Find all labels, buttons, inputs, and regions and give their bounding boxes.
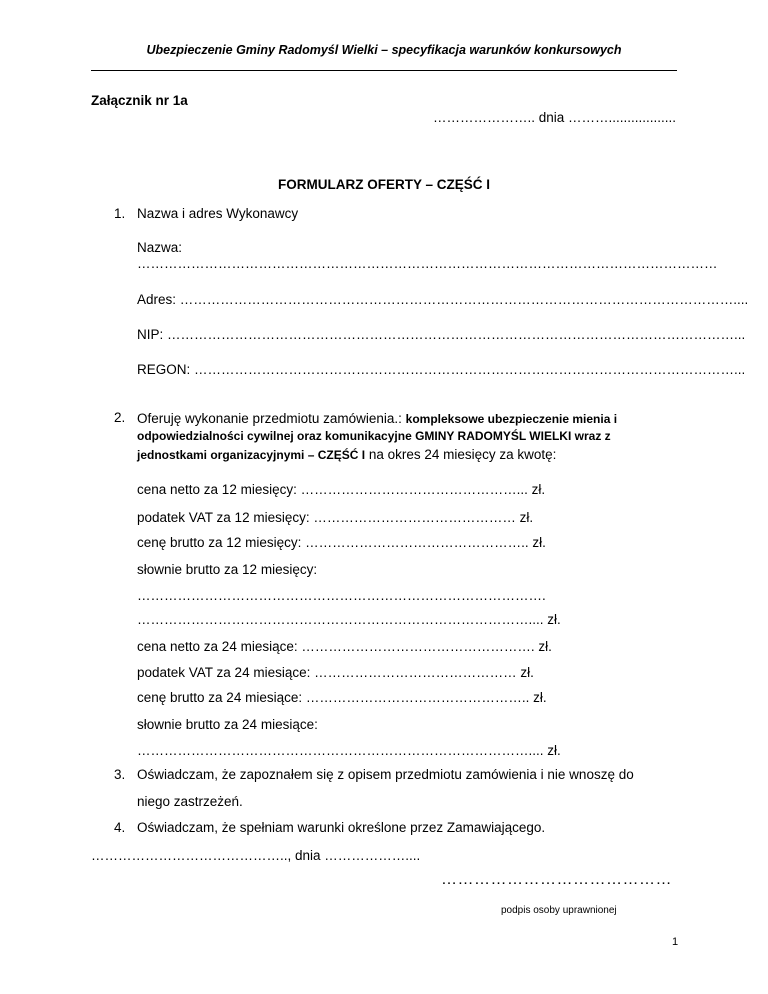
section2-intro: Oferuję wykonanie przedmiotu zamówienia.: xyxy=(137,411,406,426)
net-price-24: cena netto za 24 miesiące: ……………………………………………. zł. xyxy=(137,639,552,654)
attachment-label: Załącznik nr 1a xyxy=(91,93,188,108)
regon-line: REGON: …………………………………………………………………………………………………………... xyxy=(137,362,746,377)
place-date-line: …………………………………….., dnia ……………….... xyxy=(91,848,421,863)
page-number: 1 xyxy=(672,936,679,948)
section3-line1: Oświadczam, że zapoznałem się z opisem przedmiotu zamówienia i nie wnoszę do xyxy=(137,767,634,782)
section4-number: 4. xyxy=(114,820,126,835)
vat-24: podatek VAT za 24 miesiące: ……………………………………… zł. xyxy=(137,665,534,680)
name-field-dots: ………………………………………………………………………………………………………………… xyxy=(137,256,718,271)
section2-number: 2. xyxy=(114,410,126,425)
vat-12: podatek VAT za 12 miesięcy: ……………………………………… zł. xyxy=(137,510,534,525)
form-title: FORMULARZ OFERTY – CZĘŚĆ I xyxy=(277,177,490,192)
address-line: Adres: …………………………………………………………………………………………………………….... xyxy=(137,292,749,307)
gross-price-24: cenę brutto za 24 miesiące: ………………………………………….. zł. xyxy=(137,690,547,705)
gross-price-12: cenę brutto za 12 miesięcy: ………………………………………….. zł. xyxy=(137,535,546,550)
page-header: Ubezpieczenie Gminy Radomyśl Wielki – specyfikacja warunków konkursowych xyxy=(146,43,622,57)
header-divider xyxy=(91,70,677,71)
name-label: Nazwa: xyxy=(137,240,183,255)
net-price-12: cena netto za 12 miesięcy: …………………………………………... zł. xyxy=(137,482,546,497)
nip-line: NIP: ………………………………………………………………………………………………………………... xyxy=(137,327,746,342)
section2-line3 xyxy=(137,446,556,464)
section2-tail: na okres 24 miesięcy za kwotę: xyxy=(365,447,557,462)
gross-words-24-label: słownie brutto za 24 miesiące: xyxy=(137,717,318,732)
signature-label: podpis osoby uprawnionej xyxy=(501,905,617,916)
section2-subject-part1: kompleksowe ubezpieczenie mienia i xyxy=(405,412,618,426)
section2-subject-line2: odpowiedzialności cywilnej oraz komunikacyjne GMINY RADOMYŚL WIELKI wraz z xyxy=(137,429,611,443)
section4-text: Oświadczam, że spełniam warunki określone przez Zamawiającego. xyxy=(137,820,546,835)
signature-line: …………………………………… xyxy=(441,871,672,888)
section3-line2: niego zastrzeżeń. xyxy=(137,794,243,809)
gross-words-12-label: słownie brutto za 12 miesięcy: xyxy=(137,562,318,577)
date-line: ………………….. dnia ……….................. xyxy=(432,110,676,125)
section2-subject-line3: jednostkami organizacyjnymi – CZĘŚĆ I xyxy=(137,448,366,462)
gross-words-12-dots1: ………………………………………………………………………………. xyxy=(137,588,546,603)
gross-words-12-dots2: …………………………………………………………………………….... zł. xyxy=(137,612,561,627)
section3-number: 3. xyxy=(114,767,126,782)
section1-number: 1. xyxy=(114,206,126,221)
section1-heading: Nazwa i adres Wykonawcy xyxy=(137,206,299,221)
section2-line1 xyxy=(137,410,617,428)
gross-words-24-dots: …………………………………………………………………………….... zł. xyxy=(137,743,561,758)
